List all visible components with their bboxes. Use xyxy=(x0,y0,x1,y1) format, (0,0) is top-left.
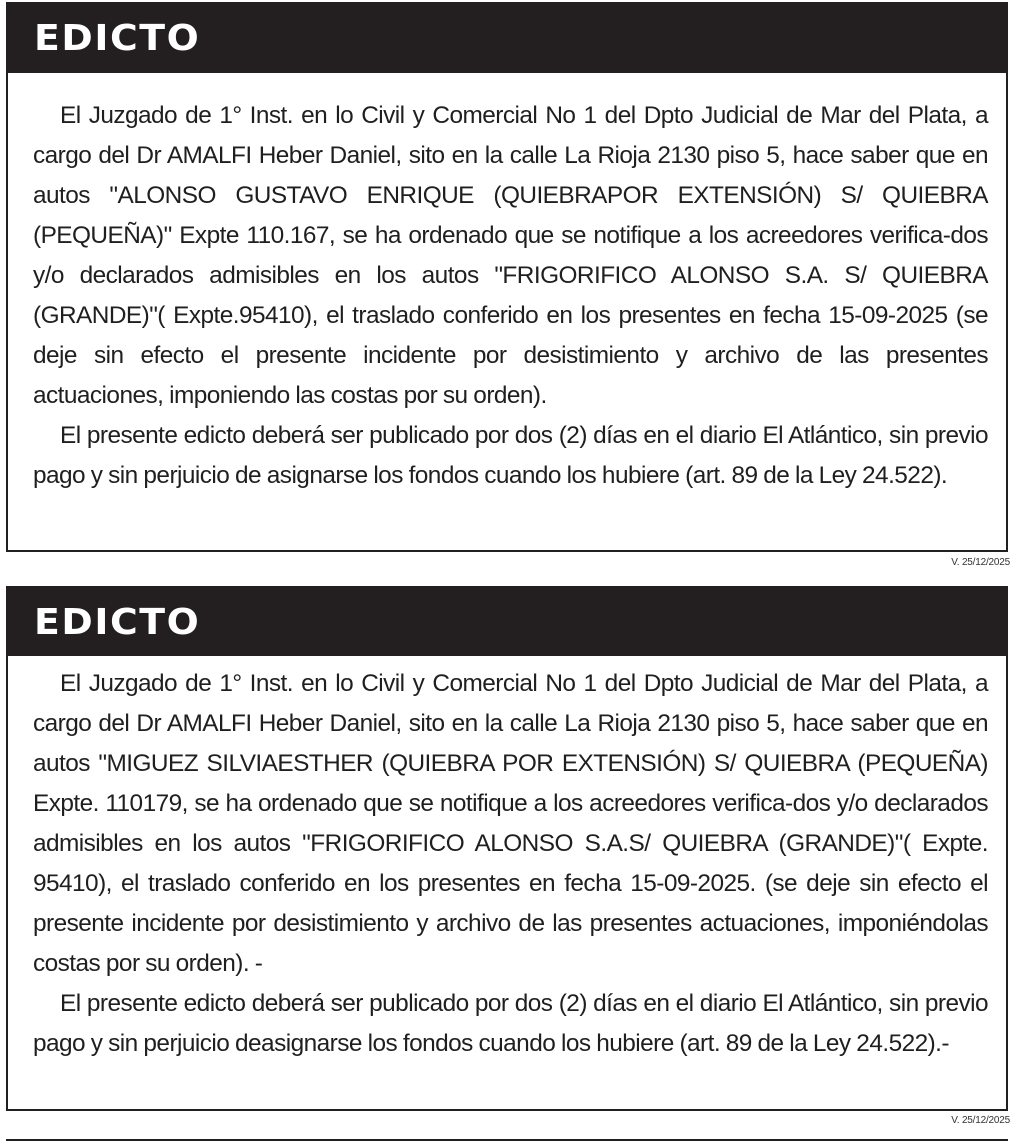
edicto-paragraph: El presente edicto deberá ser publicado por dos (2) días en el diario El Atlántico, sin previo pago y sin perjuicio de asignarse los fondos cuando los hubiere (art. 89 de la Ley 24.522). xyxy=(33,422,988,489)
edicto-paragraph: El Juzgado de 1° Inst. en lo Civil y Comercial No 1 del Dpto Judicial de Mar del Plata, a cargo del Dr AMALFI Heber Daniel, sito en la calle La Rioja 2130 piso 5, hace saber que en autos "ALONSO GUSTAVO ENRIQUE (QUIEBRAPOR EXTENSIÓN) S/ QUIEBRA (PEQUEÑA)" Expte 110.167, se ha ordenado que se notifique a los acreedores verifica-dos y/o declarados admisibles en los autos "FRIGORIFICO ALONSO S.A. S/ QUIEBRA (GRANDE)"( Expte.95410), el traslado conferido en los presentes en fecha 15-09-2025 (se deje sin efecto el presente incidente por desistimiento y archivo de las presentes actuaciones, imponiendo las costas por su orden). xyxy=(33,102,988,409)
edicto-body xyxy=(8,73,1006,496)
edicto-header xyxy=(8,4,1006,73)
edicto-paragraph: El Juzgado de 1° Inst. en lo Civil y Comercial No 1 del Dpto Judicial de Mar del Plata, a cargo del Dr AMALFI Heber Daniel, sito en la calle La Rioja 2130 piso 5, hace saber que en autos "MIGUEZ SILVIAESTHER (QUIEBRA POR EXTENSIÓN) S/ QUIEBRA (PEQUEÑA) Expte. 110179, se ha ordenado que se notifique a los acreedores verifica-dos y/o declarados admisibles en los autos "FRIGORIFICO ALONSO S.A.S/ QUIEBRA (GRANDE)"( Expte. 95410), el traslado conferido en los presentes en fecha 15-09-2025. (se deje sin efecto el presente incidente por desistimiento y archivo de las presentes actuaciones, imponiéndolas costas por su orden). - xyxy=(33,670,988,977)
divider-rule xyxy=(6,1139,1008,1141)
publication-date: V. 25/12/2025 xyxy=(951,1115,1010,1126)
edicto-paragraph: El presente edicto deberá ser publicado por dos (2) días en el diario El Atlántico, sin previo pago y sin perjuicio deasignarse los fondos cuando los hubiere (art. 89 de la Ley 24.522).- xyxy=(33,990,988,1057)
edicto-notice xyxy=(6,2,1008,552)
edicto-body xyxy=(8,656,1006,1064)
edicto-title: EDICTO xyxy=(34,601,201,643)
edicto-notice xyxy=(6,586,1008,1111)
publication-date: V. 25/12/2025 xyxy=(951,557,1010,568)
edicto-header xyxy=(8,588,1006,656)
edicto-title: EDICTO xyxy=(34,18,201,59)
